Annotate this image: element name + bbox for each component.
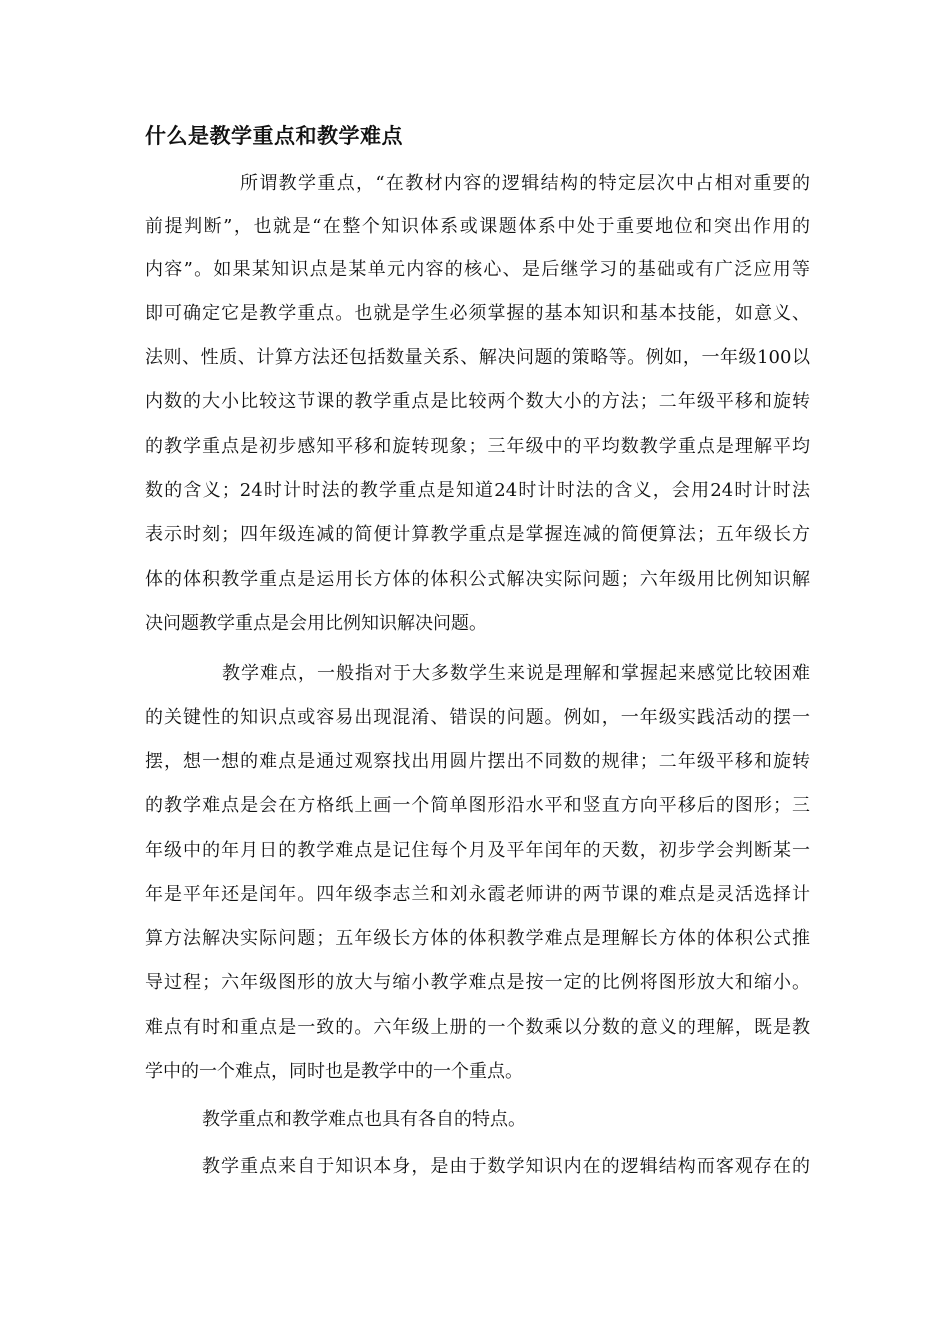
- text-line: 年级中的年月日的教学难点是记住每个月及平年闰年的天数，初步学会判断某一: [145, 840, 810, 861]
- text-line: 内容”。如果某知识点是某单元内容的核心、是后继学习的基础或有广泛应用等: [145, 259, 810, 280]
- text-line: 表示时刻；四年级连减的简便计算教学重点是掌握连减的简便算法；五年级长方: [145, 524, 810, 545]
- text-line: 算方法解决实际问题；五年级长方体的体积教学难点是理解长方体的体积公式推: [145, 928, 810, 949]
- text-line: 学中的一个难点，同时也是教学中的一个重点。: [145, 1061, 523, 1082]
- text-line: 前提判断”，也就是“在整个知识体系或课题体系中处于重要地位和突出作用的: [145, 216, 810, 237]
- text-line: 的关键性的知识点或容易出现混淆、错误的问题。例如，一年级实践活动的摆一: [145, 707, 810, 728]
- text-line: 教学难点，一般指对于大多数学生来说是理解和掌握起来感觉比较困难: [222, 663, 810, 684]
- text-line: 数的含义；24时计时法的教学重点是知道24时计时法的含义，会用24时计时法: [145, 480, 810, 501]
- text-line: 内数的大小比较这节课的教学重点是比较两个数大小的方法；二年级平移和旋转: [145, 391, 810, 412]
- text-line: 难点有时和重点是一致的。六年级上册的一个数乘以分数的意义的理解，既是教: [145, 1017, 810, 1038]
- text-line: 决问题教学重点是会用比例知识解决问题。: [145, 613, 487, 634]
- text-line: 法则、性质、计算方法还包括数量关系、解决问题的策略等。例如，一年级100以: [145, 347, 810, 368]
- text-line: 摆，想一想的难点是通过观察找出用圆片摆出不同数的规律；二年级平移和旋转: [145, 751, 810, 772]
- text-line: 导过程；六年级图形的放大与缩小教学难点是按一定的比例将图形放大和缩小。: [145, 972, 810, 993]
- text-line: 年是平年还是闰年。四年级李志兰和刘永霞老师讲的两节课的难点是灵活选择计: [145, 884, 810, 905]
- document-title: 什么是教学重点和教学难点: [145, 123, 403, 148]
- text-line: 教学重点来自于知识本身，是由于数学知识内在的逻辑结构而客观存在的: [202, 1156, 810, 1177]
- text-line: 的教学重点是初步感知平移和旋转现象；三年级中的平均数教学重点是理解平均: [145, 436, 810, 457]
- text-line: 所谓教学重点，“在教材内容的逻辑结构的特定层次中占相对重要的: [240, 173, 810, 194]
- text-line: 体的体积教学重点是运用长方体的体积公式解决实际问题；六年级用比例知识解: [145, 569, 810, 590]
- text-line: 教学重点和教学难点也具有各自的特点。: [202, 1109, 526, 1130]
- text-line: 的教学难点是会在方格纸上画一个简单图形沿水平和竖直方向平移后的图形；三: [145, 795, 810, 816]
- text-line: 即可确定它是教学重点。也就是学生必须掌握的基本知识和基本技能，如意义、: [145, 303, 810, 324]
